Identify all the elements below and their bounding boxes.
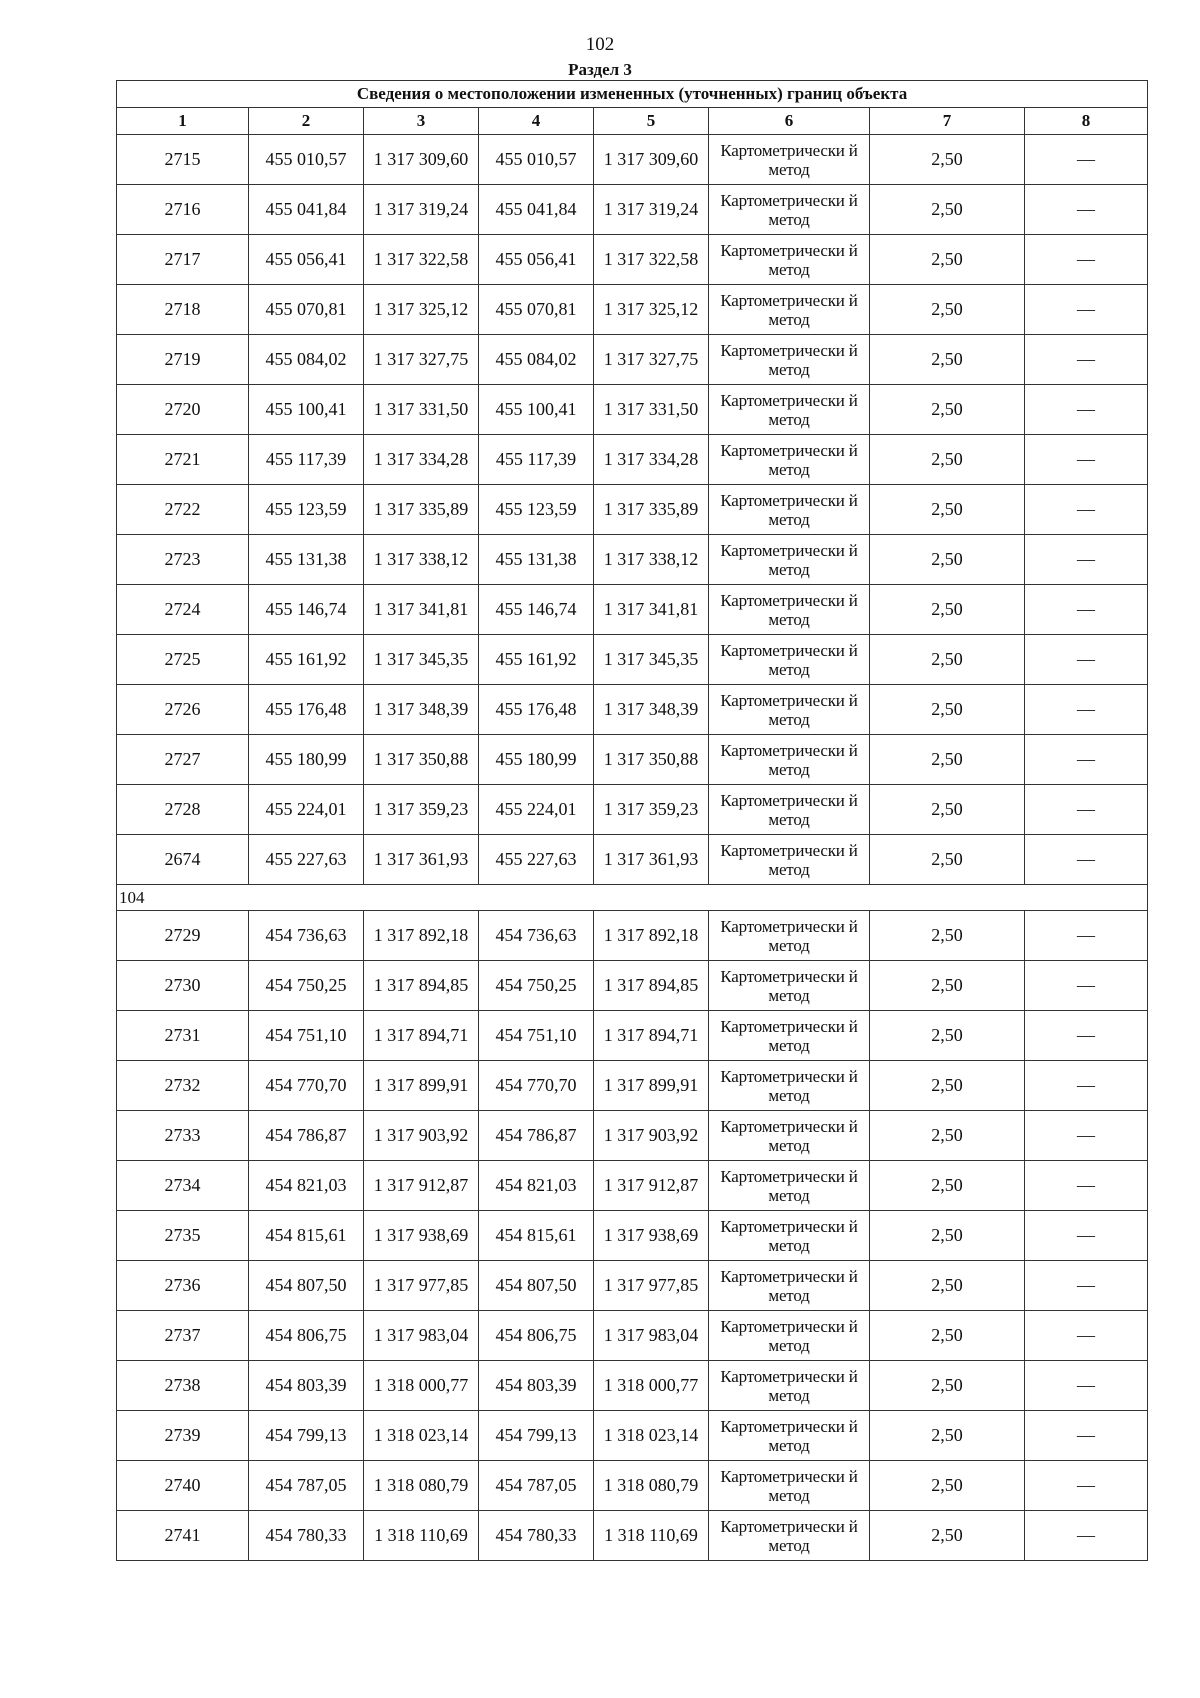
x-coordinate-new-cell: 455 041,84 [479, 185, 594, 235]
point-number-cell: 2736 [117, 1261, 249, 1311]
y-coordinate-old-cell: 1 317 977,85 [364, 1261, 479, 1311]
x-coordinate-old-cell: 454 751,10 [249, 1011, 364, 1061]
method-cell: Картометрически й метод [709, 135, 870, 185]
y-coordinate-old-cell: 1 317 341,81 [364, 585, 479, 635]
x-coordinate-new-cell: 454 807,50 [479, 1261, 594, 1311]
accuracy-cell: 2,50 [870, 335, 1025, 385]
x-coordinate-old-cell: 455 123,59 [249, 485, 364, 535]
point-number-cell: 2738 [117, 1361, 249, 1411]
x-coordinate-old-cell: 455 084,02 [249, 335, 364, 385]
table-row [117, 485, 1148, 535]
point-number-cell: 2732 [117, 1061, 249, 1111]
table-row [117, 735, 1148, 785]
method-cell: Картометрически й метод [709, 1161, 870, 1211]
method-cell: Картометрически й метод [709, 235, 870, 285]
table-row [117, 1061, 1148, 1111]
x-coordinate-new-cell: 454 750,25 [479, 961, 594, 1011]
method-cell: Картометрически й метод [709, 435, 870, 485]
y-coordinate-old-cell: 1 317 938,69 [364, 1211, 479, 1261]
x-coordinate-new-cell: 455 224,01 [479, 785, 594, 835]
accuracy-cell: 2,50 [870, 735, 1025, 785]
group-header-row [117, 885, 1148, 911]
method-cell: Картометрически й метод [709, 1261, 870, 1311]
method-cell: Картометрически й метод [709, 1511, 870, 1561]
table-row [117, 1311, 1148, 1361]
accuracy-cell: 2,50 [870, 685, 1025, 735]
point-number-cell: 2733 [117, 1111, 249, 1161]
x-coordinate-old-cell: 455 161,92 [249, 635, 364, 685]
point-number-cell: 2737 [117, 1311, 249, 1361]
group-label: 104 [117, 885, 1148, 911]
accuracy-cell: 2,50 [870, 1411, 1025, 1461]
column-number: 8 [1025, 108, 1148, 135]
y-coordinate-new-cell: 1 317 892,18 [594, 911, 709, 961]
column-number: 4 [479, 108, 594, 135]
y-coordinate-new-cell: 1 317 899,91 [594, 1061, 709, 1111]
accuracy-cell: 2,50 [870, 1011, 1025, 1061]
x-coordinate-new-cell: 454 821,03 [479, 1161, 594, 1211]
x-coordinate-old-cell: 454 780,33 [249, 1511, 364, 1561]
table-row [117, 535, 1148, 585]
y-coordinate-new-cell: 1 317 309,60 [594, 135, 709, 185]
table-row [117, 785, 1148, 835]
x-coordinate-new-cell: 455 131,38 [479, 535, 594, 585]
table-row [117, 1211, 1148, 1261]
y-coordinate-old-cell: 1 318 110,69 [364, 1511, 479, 1561]
y-coordinate-old-cell: 1 317 322,58 [364, 235, 479, 285]
note-cell: — [1025, 535, 1148, 585]
table-body [117, 135, 1148, 1561]
method-cell: Картометрически й метод [709, 911, 870, 961]
x-coordinate-new-cell: 455 084,02 [479, 335, 594, 385]
y-coordinate-old-cell: 1 317 319,24 [364, 185, 479, 235]
x-coordinate-old-cell: 454 750,25 [249, 961, 364, 1011]
point-number-cell: 2731 [117, 1011, 249, 1061]
point-number-cell: 2730 [117, 961, 249, 1011]
y-coordinate-new-cell: 1 317 325,12 [594, 285, 709, 335]
method-cell: Картометрически й метод [709, 385, 870, 435]
column-number: 5 [594, 108, 709, 135]
x-coordinate-old-cell: 455 041,84 [249, 185, 364, 235]
x-coordinate-new-cell: 455 176,48 [479, 685, 594, 735]
accuracy-cell: 2,50 [870, 1111, 1025, 1161]
y-coordinate-new-cell: 1 317 341,81 [594, 585, 709, 635]
x-coordinate-old-cell: 454 821,03 [249, 1161, 364, 1211]
method-cell: Картометрически й метод [709, 585, 870, 635]
note-cell: — [1025, 1461, 1148, 1511]
table-row [117, 1011, 1148, 1061]
table-row [117, 1361, 1148, 1411]
y-coordinate-new-cell: 1 318 080,79 [594, 1461, 709, 1511]
method-cell: Картометрически й метод [709, 335, 870, 385]
y-coordinate-new-cell: 1 317 334,28 [594, 435, 709, 485]
method-cell: Картометрически й метод [709, 785, 870, 835]
table-row [117, 635, 1148, 685]
column-number: 7 [870, 108, 1025, 135]
accuracy-cell: 2,50 [870, 1361, 1025, 1411]
point-number-cell: 2740 [117, 1461, 249, 1511]
y-coordinate-new-cell: 1 317 345,35 [594, 635, 709, 685]
x-coordinate-new-cell: 454 799,13 [479, 1411, 594, 1461]
x-coordinate-old-cell: 455 180,99 [249, 735, 364, 785]
table-row [117, 585, 1148, 635]
point-number-cell: 2741 [117, 1511, 249, 1561]
table-row [117, 285, 1148, 335]
note-cell: — [1025, 635, 1148, 685]
method-cell: Картометрически й метод [709, 835, 870, 885]
x-coordinate-new-cell: 455 056,41 [479, 235, 594, 285]
column-number: 3 [364, 108, 479, 135]
note-cell: — [1025, 185, 1148, 235]
method-cell: Картометрически й метод [709, 1061, 870, 1111]
page-number: 102 [585, 34, 615, 55]
x-coordinate-new-cell: 455 010,57 [479, 135, 594, 185]
y-coordinate-old-cell: 1 317 338,12 [364, 535, 479, 585]
y-coordinate-old-cell: 1 317 335,89 [364, 485, 479, 535]
method-cell: Картометрически й метод [709, 635, 870, 685]
x-coordinate-new-cell: 454 736,63 [479, 911, 594, 961]
y-coordinate-new-cell: 1 317 361,93 [594, 835, 709, 885]
accuracy-cell: 2,50 [870, 785, 1025, 835]
y-coordinate-old-cell: 1 317 894,71 [364, 1011, 479, 1061]
note-cell: — [1025, 335, 1148, 385]
note-cell: — [1025, 485, 1148, 535]
x-coordinate-new-cell: 454 780,33 [479, 1511, 594, 1561]
note-cell: — [1025, 1511, 1148, 1561]
y-coordinate-new-cell: 1 317 338,12 [594, 535, 709, 585]
note-cell: — [1025, 1261, 1148, 1311]
column-number: 6 [709, 108, 870, 135]
y-coordinate-new-cell: 1 317 348,39 [594, 685, 709, 735]
method-cell: Картометрически й метод [709, 185, 870, 235]
y-coordinate-new-cell: 1 317 350,88 [594, 735, 709, 785]
point-number-cell: 2717 [117, 235, 249, 285]
table-row [117, 435, 1148, 485]
point-number-cell: 2728 [117, 785, 249, 835]
y-coordinate-new-cell: 1 317 983,04 [594, 1311, 709, 1361]
table-row [117, 911, 1148, 961]
note-cell: — [1025, 785, 1148, 835]
accuracy-cell: 2,50 [870, 1161, 1025, 1211]
note-cell: — [1025, 235, 1148, 285]
x-coordinate-old-cell: 455 146,74 [249, 585, 364, 635]
y-coordinate-old-cell: 1 318 000,77 [364, 1361, 479, 1411]
y-coordinate-new-cell: 1 317 335,89 [594, 485, 709, 535]
x-coordinate-new-cell: 455 161,92 [479, 635, 594, 685]
y-coordinate-old-cell: 1 317 899,91 [364, 1061, 479, 1111]
y-coordinate-old-cell: 1 318 023,14 [364, 1411, 479, 1461]
table-row [117, 1461, 1148, 1511]
point-number-cell: 2722 [117, 485, 249, 535]
y-coordinate-old-cell: 1 317 334,28 [364, 435, 479, 485]
x-coordinate-new-cell: 454 806,75 [479, 1311, 594, 1361]
accuracy-cell: 2,50 [870, 385, 1025, 435]
accuracy-cell: 2,50 [870, 485, 1025, 535]
note-cell: — [1025, 1311, 1148, 1361]
note-cell: — [1025, 735, 1148, 785]
table-caption: Сведения о местоположении измененных (уточненных) границ объекта [117, 81, 1148, 108]
note-cell: — [1025, 835, 1148, 885]
x-coordinate-new-cell: 454 786,87 [479, 1111, 594, 1161]
y-coordinate-old-cell: 1 317 350,88 [364, 735, 479, 785]
column-number-row [117, 108, 1148, 135]
x-coordinate-old-cell: 455 176,48 [249, 685, 364, 735]
note-cell: — [1025, 435, 1148, 485]
point-number-cell: 2715 [117, 135, 249, 185]
method-cell: Картометрически й метод [709, 685, 870, 735]
table-row [117, 685, 1148, 735]
method-cell: Картометрически й метод [709, 535, 870, 585]
x-coordinate-old-cell: 455 227,63 [249, 835, 364, 885]
table-row [117, 1411, 1148, 1461]
y-coordinate-old-cell: 1 317 327,75 [364, 335, 479, 385]
x-coordinate-new-cell: 454 815,61 [479, 1211, 594, 1261]
note-cell: — [1025, 1411, 1148, 1461]
y-coordinate-new-cell: 1 317 903,92 [594, 1111, 709, 1161]
point-number-cell: 2727 [117, 735, 249, 785]
note-cell: — [1025, 1111, 1148, 1161]
accuracy-cell: 2,50 [870, 435, 1025, 485]
note-cell: — [1025, 585, 1148, 635]
x-coordinate-old-cell: 454 807,50 [249, 1261, 364, 1311]
x-coordinate-old-cell: 454 799,13 [249, 1411, 364, 1461]
point-number-cell: 2720 [117, 385, 249, 435]
y-coordinate-new-cell: 1 318 000,77 [594, 1361, 709, 1411]
accuracy-cell: 2,50 [870, 235, 1025, 285]
x-coordinate-new-cell: 455 227,63 [479, 835, 594, 885]
method-cell: Картометрически й метод [709, 1361, 870, 1411]
point-number-cell: 2718 [117, 285, 249, 335]
accuracy-cell: 2,50 [870, 1461, 1025, 1511]
section-title: Раздел 3 [568, 60, 632, 79]
point-number-cell: 2725 [117, 635, 249, 685]
accuracy-cell: 2,50 [870, 911, 1025, 961]
y-coordinate-new-cell: 1 318 110,69 [594, 1511, 709, 1561]
method-cell: Картометрически й метод [709, 1211, 870, 1261]
table-row [117, 1511, 1148, 1561]
method-cell: Картометрически й метод [709, 961, 870, 1011]
method-cell: Картометрически й метод [709, 1011, 870, 1061]
method-cell: Картометрически й метод [709, 1411, 870, 1461]
point-number-cell: 2719 [117, 335, 249, 385]
accuracy-cell: 2,50 [870, 1261, 1025, 1311]
note-cell: — [1025, 285, 1148, 335]
y-coordinate-old-cell: 1 317 912,87 [364, 1161, 479, 1211]
note-cell: — [1025, 1161, 1148, 1211]
x-coordinate-new-cell: 454 803,39 [479, 1361, 594, 1411]
x-coordinate-new-cell: 455 100,41 [479, 385, 594, 435]
x-coordinate-new-cell: 455 070,81 [479, 285, 594, 335]
x-coordinate-old-cell: 455 056,41 [249, 235, 364, 285]
y-coordinate-new-cell: 1 318 023,14 [594, 1411, 709, 1461]
x-coordinate-old-cell: 455 117,39 [249, 435, 364, 485]
method-cell: Картометрически й метод [709, 285, 870, 335]
note-cell: — [1025, 135, 1148, 185]
accuracy-cell: 2,50 [870, 535, 1025, 585]
x-coordinate-old-cell: 454 786,87 [249, 1111, 364, 1161]
x-coordinate-old-cell: 454 787,05 [249, 1461, 364, 1511]
note-cell: — [1025, 1061, 1148, 1111]
accuracy-cell: 2,50 [870, 185, 1025, 235]
y-coordinate-new-cell: 1 317 327,75 [594, 335, 709, 385]
x-coordinate-old-cell: 454 803,39 [249, 1361, 364, 1411]
point-number-cell: 2721 [117, 435, 249, 485]
y-coordinate-new-cell: 1 317 894,71 [594, 1011, 709, 1061]
y-coordinate-old-cell: 1 317 894,85 [364, 961, 479, 1011]
accuracy-cell: 2,50 [870, 135, 1025, 185]
y-coordinate-old-cell: 1 317 903,92 [364, 1111, 479, 1161]
y-coordinate-new-cell: 1 317 322,58 [594, 235, 709, 285]
y-coordinate-old-cell: 1 317 359,23 [364, 785, 479, 835]
column-number: 1 [117, 108, 249, 135]
y-coordinate-new-cell: 1 317 894,85 [594, 961, 709, 1011]
x-coordinate-new-cell: 455 117,39 [479, 435, 594, 485]
y-coordinate-new-cell: 1 317 912,87 [594, 1161, 709, 1211]
table-row [117, 135, 1148, 185]
x-coordinate-old-cell: 455 100,41 [249, 385, 364, 435]
y-coordinate-new-cell: 1 317 331,50 [594, 385, 709, 435]
accuracy-cell: 2,50 [870, 835, 1025, 885]
accuracy-cell: 2,50 [870, 1211, 1025, 1261]
x-coordinate-new-cell: 455 123,59 [479, 485, 594, 535]
table-row [117, 1161, 1148, 1211]
table-row [117, 385, 1148, 435]
note-cell: — [1025, 1211, 1148, 1261]
point-number-cell: 2716 [117, 185, 249, 235]
table-row [117, 835, 1148, 885]
column-number: 2 [249, 108, 364, 135]
x-coordinate-new-cell: 454 770,70 [479, 1061, 594, 1111]
x-coordinate-old-cell: 454 770,70 [249, 1061, 364, 1111]
accuracy-cell: 2,50 [870, 285, 1025, 335]
x-coordinate-new-cell: 454 787,05 [479, 1461, 594, 1511]
x-coordinate-old-cell: 455 010,57 [249, 135, 364, 185]
method-cell: Картометрически й метод [709, 1111, 870, 1161]
note-cell: — [1025, 385, 1148, 435]
y-coordinate-new-cell: 1 317 319,24 [594, 185, 709, 235]
point-number-cell: 2729 [117, 911, 249, 961]
y-coordinate-old-cell: 1 317 325,12 [364, 285, 479, 335]
y-coordinate-old-cell: 1 317 345,35 [364, 635, 479, 685]
table-row [117, 1261, 1148, 1311]
method-cell: Картометрически й метод [709, 1461, 870, 1511]
y-coordinate-old-cell: 1 317 983,04 [364, 1311, 479, 1361]
note-cell: — [1025, 961, 1148, 1011]
point-number-cell: 2734 [117, 1161, 249, 1211]
x-coordinate-new-cell: 454 751,10 [479, 1011, 594, 1061]
point-number-cell: 2726 [117, 685, 249, 735]
y-coordinate-old-cell: 1 317 309,60 [364, 135, 479, 185]
method-cell: Картометрически й метод [709, 485, 870, 535]
x-coordinate-new-cell: 455 146,74 [479, 585, 594, 635]
x-coordinate-old-cell: 455 070,81 [249, 285, 364, 335]
accuracy-cell: 2,50 [870, 1511, 1025, 1561]
accuracy-cell: 2,50 [870, 961, 1025, 1011]
y-coordinate-new-cell: 1 317 977,85 [594, 1261, 709, 1311]
y-coordinate-old-cell: 1 318 080,79 [364, 1461, 479, 1511]
point-number-cell: 2739 [117, 1411, 249, 1461]
x-coordinate-old-cell: 455 131,38 [249, 535, 364, 585]
y-coordinate-old-cell: 1 317 892,18 [364, 911, 479, 961]
note-cell: — [1025, 911, 1148, 961]
y-coordinate-old-cell: 1 317 331,50 [364, 385, 479, 435]
point-number-cell: 2724 [117, 585, 249, 635]
point-number-cell: 2735 [117, 1211, 249, 1261]
note-cell: — [1025, 1361, 1148, 1411]
x-coordinate-old-cell: 454 736,63 [249, 911, 364, 961]
table-row [117, 185, 1148, 235]
note-cell: — [1025, 685, 1148, 735]
method-cell: Картометрически й метод [709, 735, 870, 785]
point-number-cell: 2723 [117, 535, 249, 585]
table-row [117, 335, 1148, 385]
x-coordinate-new-cell: 455 180,99 [479, 735, 594, 785]
note-cell: — [1025, 1011, 1148, 1061]
method-cell: Картометрически й метод [709, 1311, 870, 1361]
y-coordinate-new-cell: 1 317 359,23 [594, 785, 709, 835]
y-coordinate-old-cell: 1 317 361,93 [364, 835, 479, 885]
table-row [117, 1111, 1148, 1161]
accuracy-cell: 2,50 [870, 1311, 1025, 1361]
x-coordinate-old-cell: 454 806,75 [249, 1311, 364, 1361]
accuracy-cell: 2,50 [870, 635, 1025, 685]
table-row [117, 961, 1148, 1011]
y-coordinate-new-cell: 1 317 938,69 [594, 1211, 709, 1261]
accuracy-cell: 2,50 [870, 585, 1025, 635]
x-coordinate-old-cell: 455 224,01 [249, 785, 364, 835]
boundary-table [116, 80, 1148, 1561]
y-coordinate-old-cell: 1 317 348,39 [364, 685, 479, 735]
table-row [117, 235, 1148, 285]
accuracy-cell: 2,50 [870, 1061, 1025, 1111]
x-coordinate-old-cell: 454 815,61 [249, 1211, 364, 1261]
point-number-cell: 2674 [117, 835, 249, 885]
